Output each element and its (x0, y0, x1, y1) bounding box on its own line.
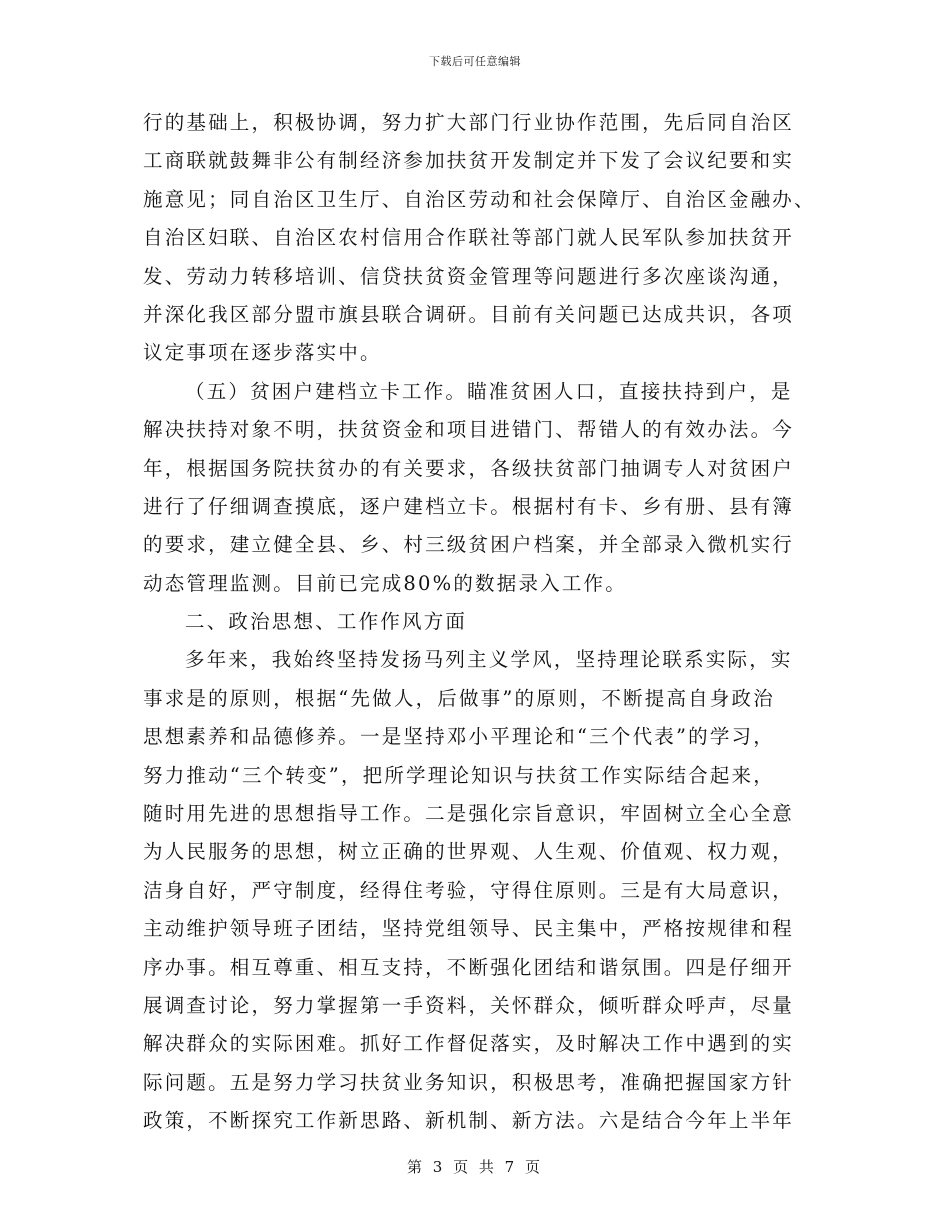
text-line: 政策，不断探究工作新思路、新机制、新方法。六是结合今年上半年 (143, 1109, 795, 1133)
text-line: 施意见；同自治区卫生厅、自治区劳动和社会保障厅、自治区金融办、 (143, 187, 816, 211)
text-line: 努力推动“三个转变”，把所学理论知识与扶贫工作实际结合起来， (143, 763, 775, 787)
page-number-footer: 第 3 页 共 7 页 (407, 1158, 543, 1176)
section-heading: 二、政治思想、工作作风方面 (185, 610, 468, 634)
text-line: 际问题。五是努力学习扶贫业务知识，积极思考，准确把握国家方针 (143, 1070, 795, 1094)
text-line: 并深化我区部分盟市旗县联合调研。目前有关问题已达成共识，各项 (143, 302, 795, 326)
text-line: 进行了仔细调查摸底，逐户建档立卡。根据村有卡、乡有册、县有簿 (143, 494, 795, 518)
text-line: 解决群众的实际困难。抓好工作督促落实，及时解决工作中遇到的实 (143, 1032, 795, 1056)
text-line: 解决扶持对象不明，扶贫资金和项目进错门、帮错人的有效办法。今 (143, 418, 795, 442)
text-line: 为人民服务的思想，树立正确的世界观、人生观、价值观、权力观， (143, 840, 795, 864)
document-body (143, 104, 816, 1141)
text-line: 展调查讨论，努力掌握第一手资料，关怀群众，倾听群众呼声，尽量 (143, 993, 795, 1017)
text-line: 序办事。相互尊重、相互支持，不断强化团结和谐氛围。四是仔细开 (143, 955, 795, 979)
paragraph-first-line: （五）贫困户建档立卡工作。瞄准贫困人口，直接扶持到户，是 (185, 379, 793, 403)
text-line: 工商联就鼓舞非公有制经济参加扶贫开发制定并下发了会议纪要和实 (143, 149, 795, 173)
text-line: 自治区妇联、自治区农村信用合作联社等部门就人民军队参加扶贫开 (143, 226, 795, 250)
text-line: 主动维护领导班子团结，坚持党组领导、民主集中，严格按规律和程 (143, 917, 795, 941)
paragraph-first-line: 多年来，我始终坚持发扬马列主义学风，坚持理论联系实际，实 (185, 648, 793, 672)
text-line: 思想素养和品德修养。一是坚持邓小平理论和“三个代表”的学习， (143, 725, 775, 749)
page-header: 下载后可任意编辑 (429, 55, 521, 68)
text-line: 事求是的原则，根据“先做人，后做事”的原则，不断提高自身政治 (143, 686, 775, 710)
text-line: 行的基础上，积极协调，努力扩大部门行业协作范围，先后同自治区 (143, 111, 795, 134)
text-line: 随时用先进的思想指导工作。二是强化宗旨意识，牢固树立全心全意 (143, 802, 795, 826)
text-line: 洁身自好，严守制度，经得住考验，守得住原则。三是有大局意识， (143, 878, 795, 902)
text-line: 议定事项在逐步落实中。 (143, 341, 382, 365)
text-line: 年，根据国务院扶贫办的有关要求，各级扶贫部门抽调专人对贫困户 (143, 456, 795, 480)
text-line: 的要求，建立健全县、乡、村三级贫困户档案，并全部录入微机实行 (143, 533, 795, 557)
text-line: 发、劳动力转移培训、信贷扶贫资金管理等问题进行多次座谈沟通， (143, 264, 795, 288)
text-line: 动态管理监测。目前已完成80%的数据录入工作。 (143, 571, 627, 595)
